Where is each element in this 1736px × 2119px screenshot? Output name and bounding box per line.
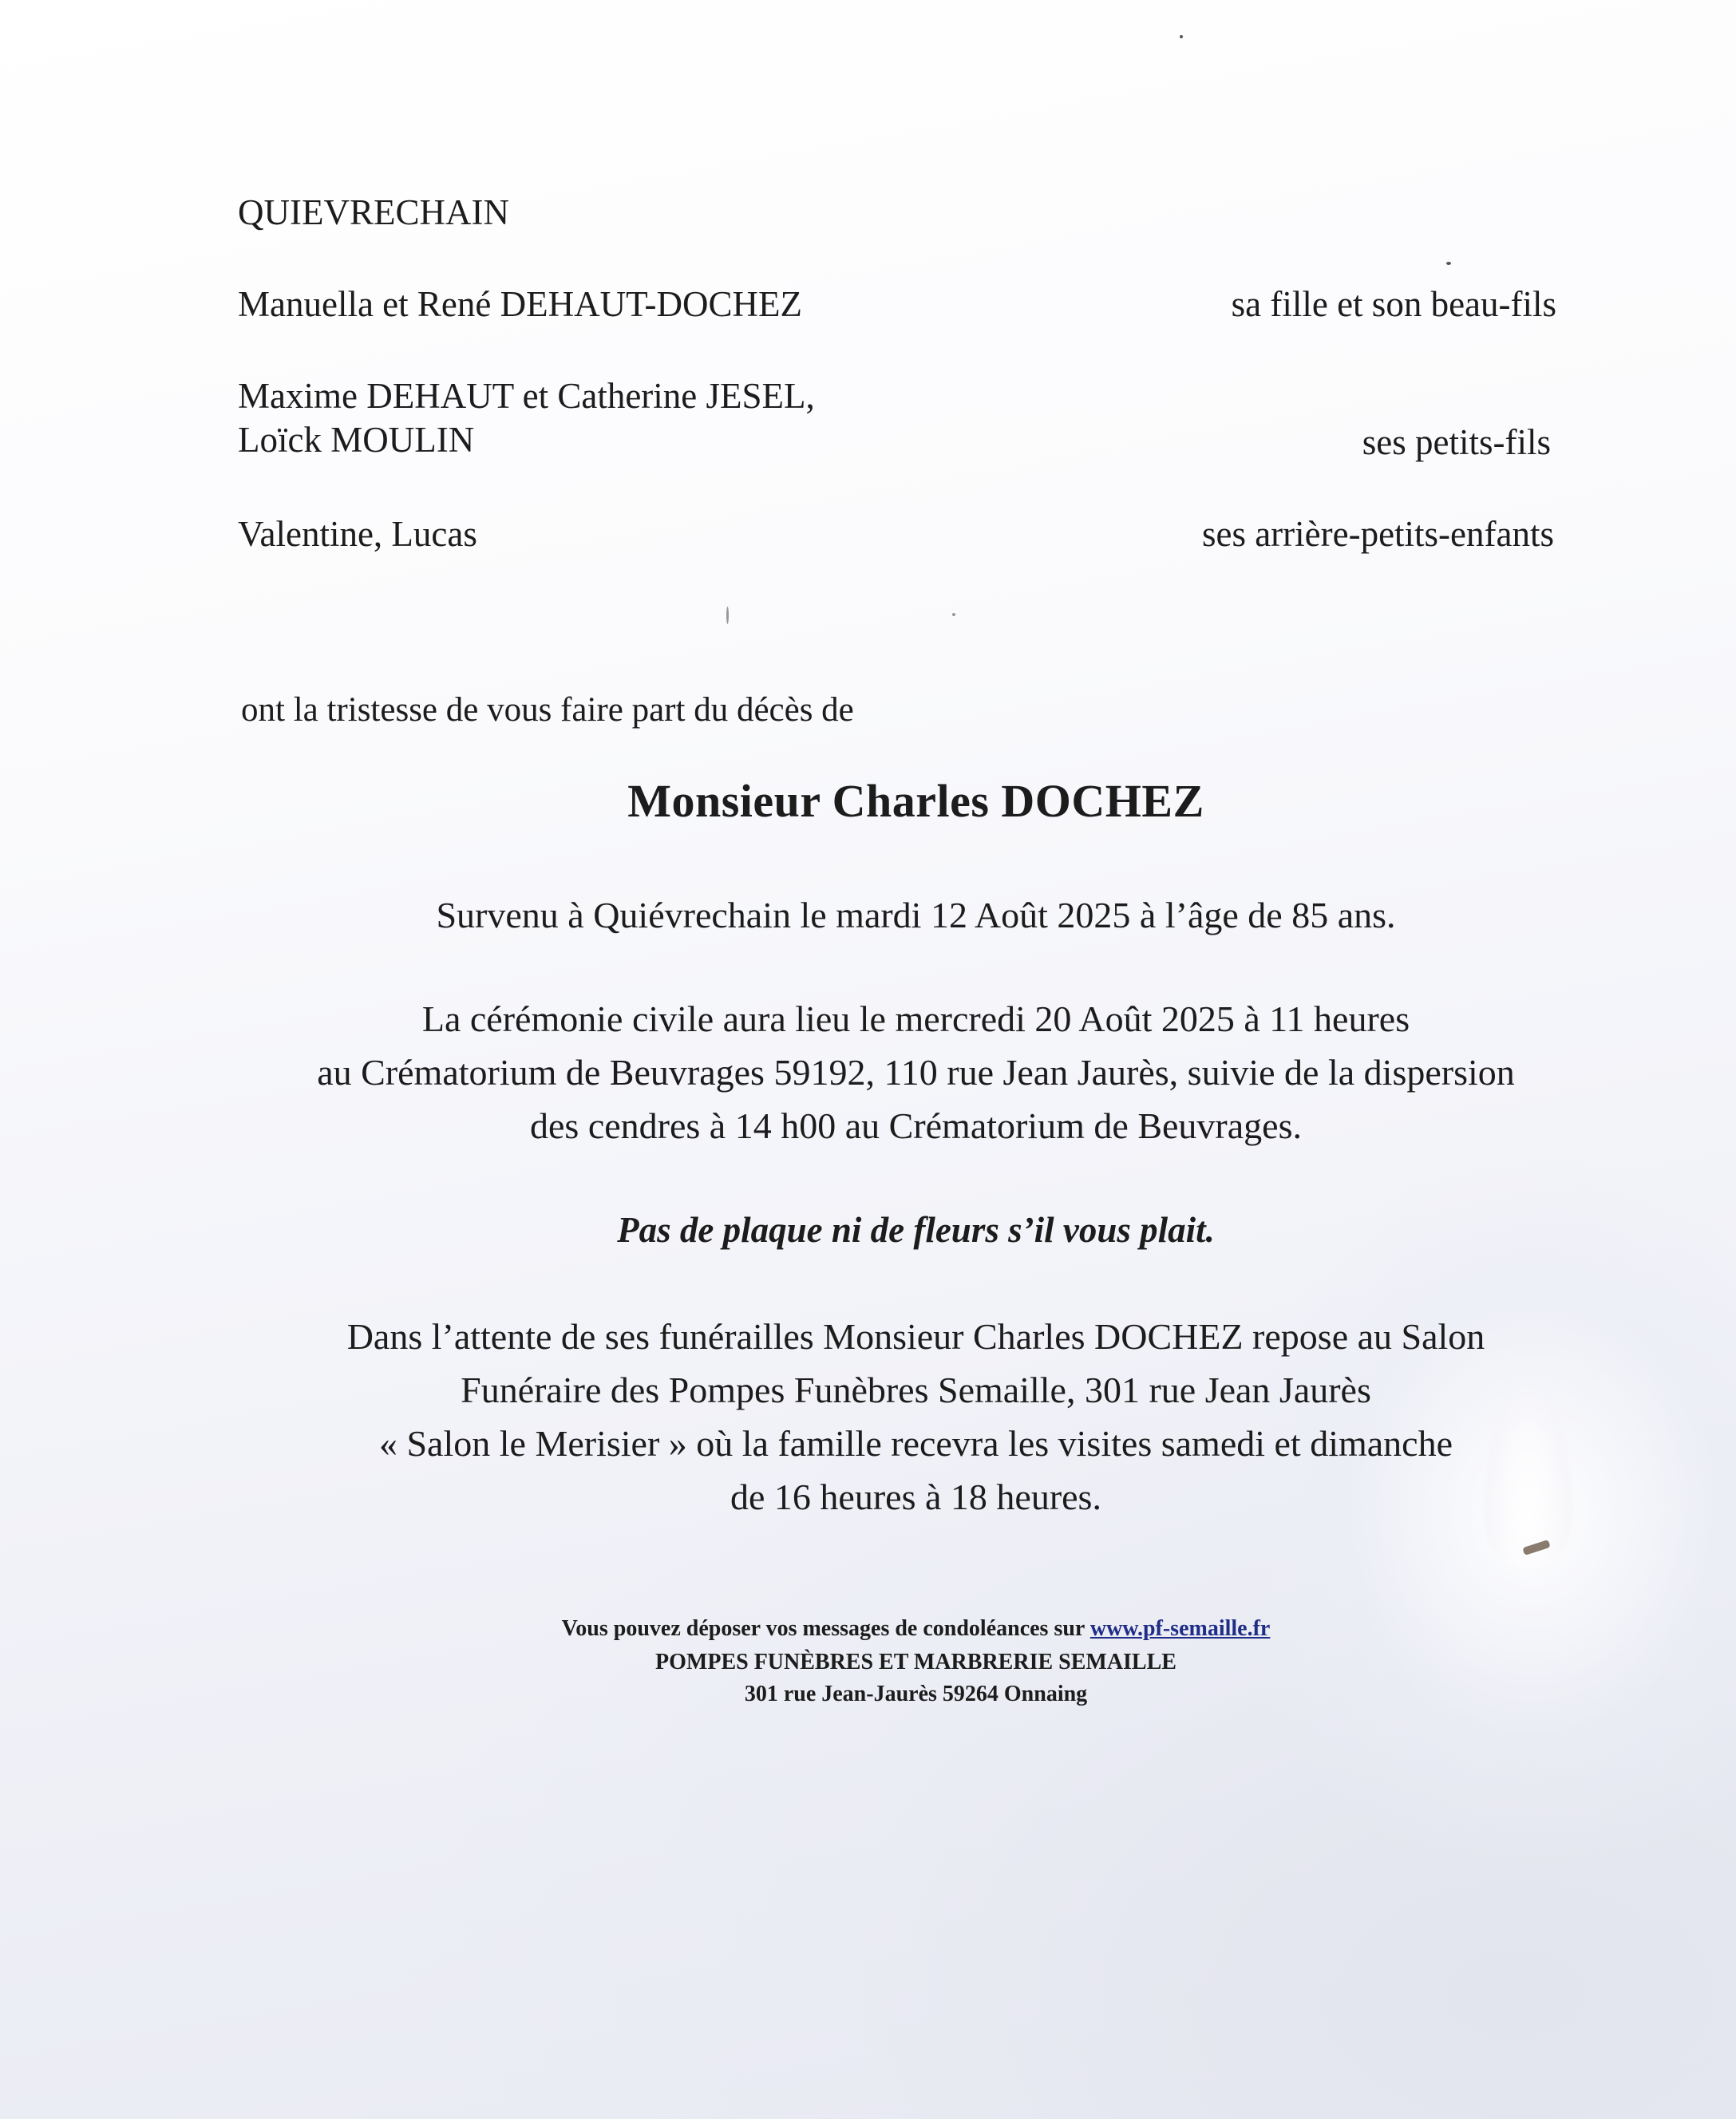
family-names-2b: Loïck MOULIN: [238, 420, 475, 460]
visitation-line-1: Dans l’attente de ses funérailles Monsieur Charles DOCHEZ repose au Salon: [346, 1316, 1485, 1357]
company-address: 301 rue Jean-Jaurès 59264 Onnaing: [744, 1682, 1088, 1706]
scan-speck: [1446, 262, 1451, 265]
flowers-request: Pas de plaque ni de fleurs s’il vous plait.: [617, 1210, 1215, 1250]
family-names-1: Manuella et René DEHAUT-DOCHEZ: [238, 284, 802, 324]
announcement-intro: ont la tristesse de vous faire part du décès de: [241, 691, 854, 729]
visitation-line-3: « Salon le Merisier » où la famille recevra les visites samedi et dimanche: [378, 1423, 1453, 1464]
scan-speck: [726, 607, 729, 624]
location-heading: QUIEVRECHAIN: [238, 192, 509, 232]
family-relation-3: ses arrière-petits-enfants: [1201, 514, 1554, 554]
family-relation-2: ses petits-fils: [1362, 422, 1551, 462]
scan-speck: [1180, 35, 1183, 38]
family-names-3: Valentine, Lucas: [238, 514, 477, 554]
condolences-line: [0, 1616, 1736, 1642]
company-name: POMPES FUNÈBRES ET MARBRERIE SEMAILLE: [655, 1650, 1176, 1674]
scan-speck: [952, 613, 955, 616]
family-names-2a: Maxime DEHAUT et Catherine JESEL,: [238, 376, 815, 416]
visitation-line-2: Funéraire des Pompes Funèbres Semaille, 301 rue Jean Jaurès: [461, 1370, 1371, 1410]
family-relation-1: sa fille et son beau-fils: [1231, 284, 1556, 324]
website-link[interactable]: www.pf-semaille.fr: [1089, 1616, 1271, 1641]
ceremony-line-3: des cendres à 14 h00 au Crématorium de Beuvrages.: [530, 1105, 1302, 1146]
visitation-line-4: de 16 heures à 18 heures.: [730, 1477, 1101, 1517]
death-notice: Survenu à Quiévrechain le mardi 12 Août 2025 à l’âge de 85 ans.: [436, 895, 1396, 935]
ceremony-line-2: au Crématorium de Beuvrages 59192, 110 rue Jean Jaurès, suivie de la dispersion: [317, 1052, 1515, 1093]
deceased-name: Monsieur Charles DOCHEZ: [627, 775, 1204, 827]
ceremony-line-1: La cérémonie civile aura lieu le mercredi 20 Août 2025 à 11 heures: [421, 998, 1410, 1039]
condolences-prefix: Vous pouvez déposer vos messages de condoléances sur: [561, 1616, 1090, 1641]
